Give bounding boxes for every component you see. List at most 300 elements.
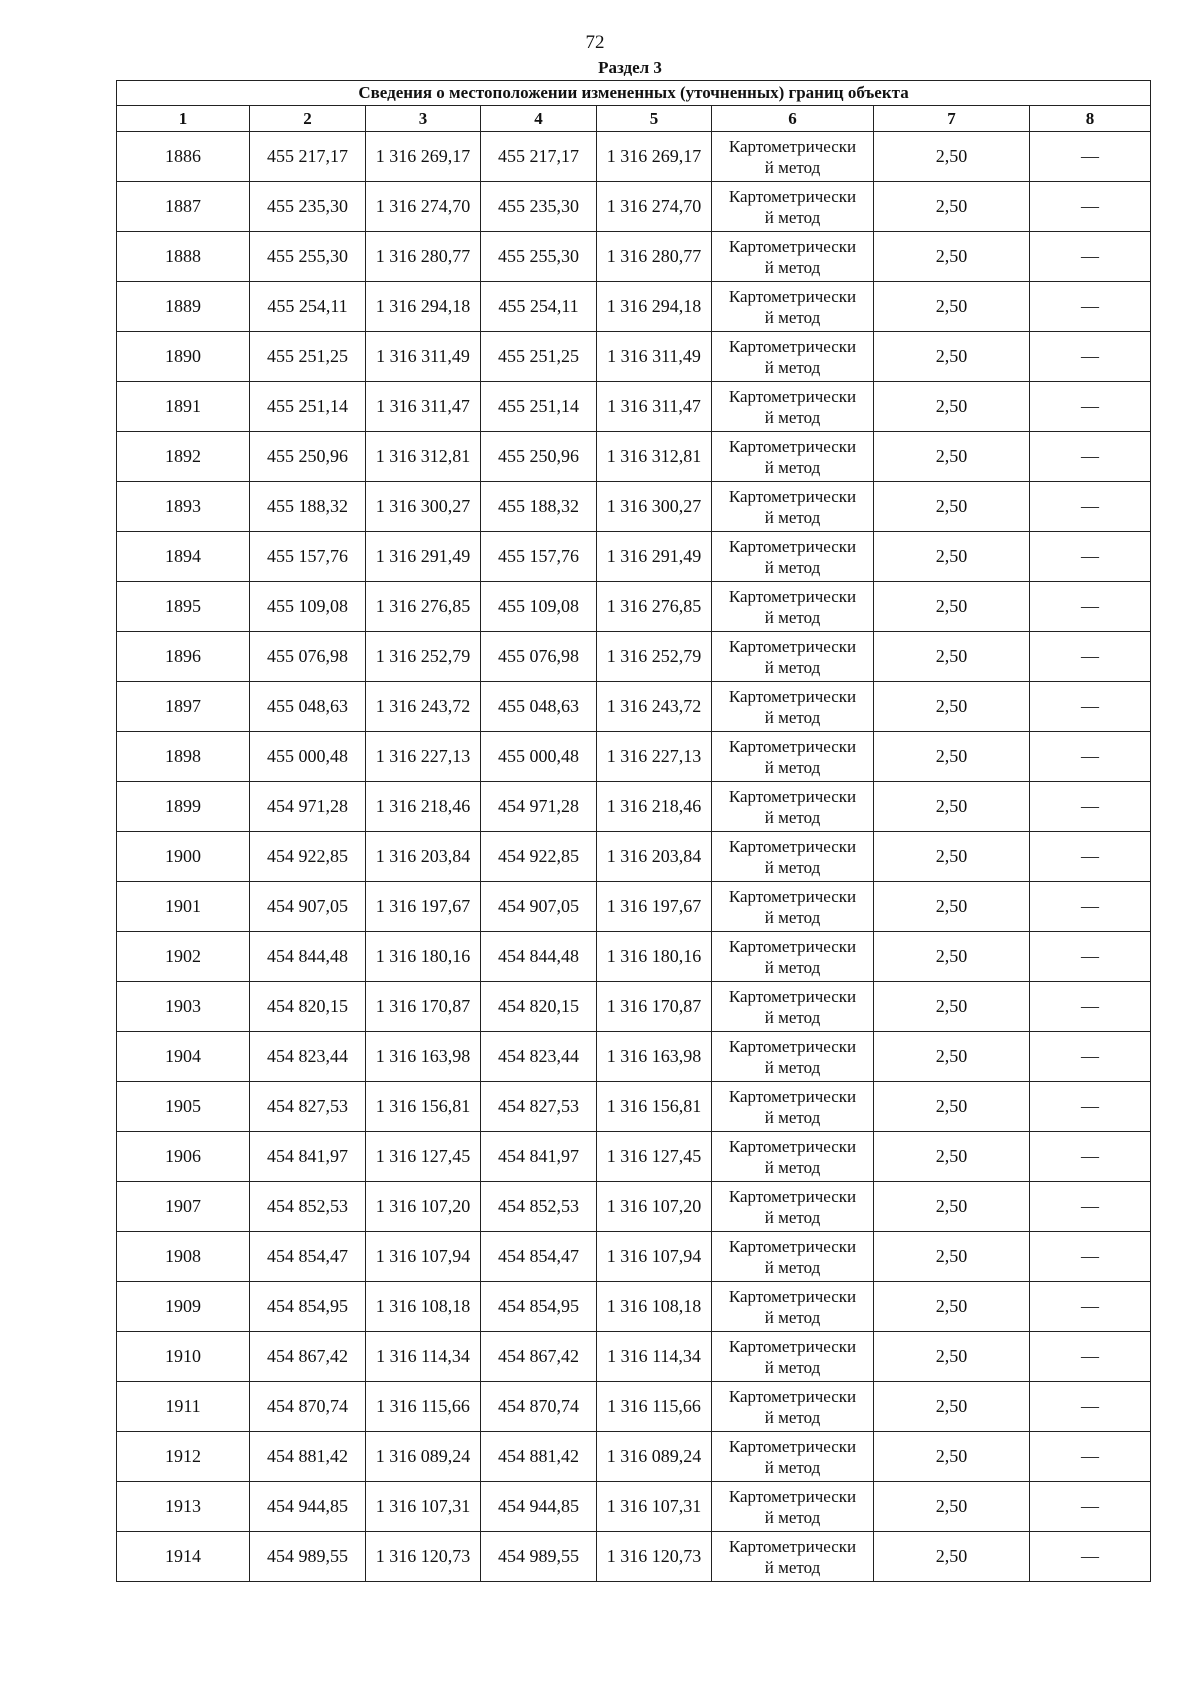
description-cell: — [1030,182,1151,232]
existing-x-cell: 455 157,76 [250,532,366,582]
existing-x-cell: 454 823,44 [250,1032,366,1082]
method-cell [712,1332,874,1382]
accuracy-cell: 2,50 [874,832,1030,882]
description-cell: — [1030,1032,1151,1082]
refined-y-cell: 1 316 294,18 [597,282,712,332]
existing-y-cell: 1 316 269,17 [366,132,481,182]
method-line-1: Картометрически [728,686,857,706]
accuracy-cell: 2,50 [874,382,1030,432]
point-number-cell: 1887 [117,182,250,232]
refined-x-cell: 454 844,48 [481,932,597,982]
refined-y-cell: 1 316 276,85 [597,582,712,632]
accuracy-cell: 2,50 [874,1532,1030,1582]
existing-x-cell: 454 881,42 [250,1432,366,1482]
table-row [117,1282,1151,1332]
description-cell: — [1030,782,1151,832]
method-line-2: й метод [764,457,821,477]
existing-y-cell: 1 316 115,66 [366,1382,481,1432]
existing-x-cell: 454 907,05 [250,882,366,932]
refined-y-cell: 1 316 197,67 [597,882,712,932]
accuracy-cell: 2,50 [874,1332,1030,1382]
method-cell [712,682,874,732]
point-number-cell: 1903 [117,982,250,1032]
accuracy-cell: 2,50 [874,1282,1030,1332]
method-line-2: й метод [764,407,821,427]
method-line-1: Картометрически [728,136,857,156]
accuracy-cell: 2,50 [874,282,1030,332]
refined-x-cell: 454 971,28 [481,782,597,832]
point-number-cell: 1894 [117,532,250,582]
refined-y-cell: 1 316 170,87 [597,982,712,1032]
refined-x-cell: 455 251,14 [481,382,597,432]
description-cell: — [1030,482,1151,532]
refined-x-cell: 455 217,17 [481,132,597,182]
refined-y-cell: 1 316 311,49 [597,332,712,382]
table-row [117,1482,1151,1532]
description-cell: — [1030,432,1151,482]
method-line-2: й метод [764,807,821,827]
method-line-1: Картометрически [728,1236,857,1256]
existing-x-cell: 454 971,28 [250,782,366,832]
method-line-2: й метод [764,1057,821,1077]
existing-y-cell: 1 316 197,67 [366,882,481,932]
point-number-cell: 1912 [117,1432,250,1482]
point-number-cell: 1898 [117,732,250,782]
method-line-1: Картометрически [728,1336,857,1356]
table-row [117,1432,1151,1482]
existing-y-cell: 1 316 227,13 [366,732,481,782]
refined-y-cell: 1 316 269,17 [597,132,712,182]
method-cell [712,882,874,932]
method-cell [712,1132,874,1182]
table-row [117,882,1151,932]
accuracy-cell: 2,50 [874,632,1030,682]
table-row [117,1232,1151,1282]
accuracy-cell: 2,50 [874,932,1030,982]
column-number-header: 4 [481,106,597,132]
refined-x-cell: 455 109,08 [481,582,597,632]
point-number-cell: 1906 [117,1132,250,1182]
method-line-1: Картометрически [728,1186,857,1206]
method-cell [712,132,874,182]
refined-y-cell: 1 316 156,81 [597,1082,712,1132]
accuracy-cell: 2,50 [874,432,1030,482]
point-number-cell: 1889 [117,282,250,332]
description-cell: — [1030,1082,1151,1132]
description-cell: — [1030,1232,1151,1282]
existing-x-cell: 454 922,85 [250,832,366,882]
method-cell [712,1482,874,1532]
table-row [117,1532,1151,1582]
method-line-2: й метод [764,1257,821,1277]
description-cell: — [1030,632,1151,682]
refined-y-cell: 1 316 300,27 [597,482,712,532]
method-line-2: й метод [764,257,821,277]
refined-y-cell: 1 316 107,31 [597,1482,712,1532]
method-line-1: Картометрически [728,386,857,406]
refined-x-cell: 454 820,15 [481,982,597,1032]
method-line-2: й метод [764,557,821,577]
method-cell [712,282,874,332]
table-row [117,182,1151,232]
accuracy-cell: 2,50 [874,482,1030,532]
refined-x-cell: 455 255,30 [481,232,597,282]
existing-y-cell: 1 316 107,94 [366,1232,481,1282]
method-cell [712,182,874,232]
refined-x-cell: 454 907,05 [481,882,597,932]
refined-x-cell: 455 250,96 [481,432,597,482]
table-row [117,432,1151,482]
description-cell: — [1030,132,1151,182]
method-line-2: й метод [764,307,821,327]
method-cell [712,1282,874,1332]
method-cell [712,732,874,782]
refined-x-cell: 454 854,47 [481,1232,597,1282]
refined-x-cell: 454 867,42 [481,1332,597,1382]
description-cell: — [1030,1132,1151,1182]
existing-x-cell: 455 235,30 [250,182,366,232]
existing-x-cell: 454 870,74 [250,1382,366,1432]
method-cell [712,1232,874,1282]
existing-x-cell: 455 254,11 [250,282,366,332]
point-number-cell: 1905 [117,1082,250,1132]
accuracy-cell: 2,50 [874,1232,1030,1282]
existing-y-cell: 1 316 294,18 [366,282,481,332]
method-line-2: й метод [764,1557,821,1577]
existing-y-cell: 1 316 312,81 [366,432,481,482]
refined-y-cell: 1 316 180,16 [597,932,712,982]
existing-x-cell: 454 844,48 [250,932,366,982]
point-number-cell: 1895 [117,582,250,632]
point-number-cell: 1890 [117,332,250,382]
method-line-1: Картометрически [728,586,857,606]
existing-x-cell: 454 841,97 [250,1132,366,1182]
description-cell: — [1030,1382,1151,1432]
method-line-1: Картометрически [728,436,857,456]
method-cell [712,432,874,482]
refined-x-cell: 454 881,42 [481,1432,597,1482]
existing-y-cell: 1 316 163,98 [366,1032,481,1082]
refined-y-cell: 1 316 274,70 [597,182,712,232]
method-line-1: Картометрически [728,1486,857,1506]
method-cell [712,482,874,532]
table-caption: Сведения о местоположении измененных (уточненных) границ объекта [117,81,1151,106]
refined-y-cell: 1 316 107,20 [597,1182,712,1232]
accuracy-cell: 2,50 [874,1482,1030,1532]
accuracy-cell: 2,50 [874,332,1030,382]
existing-y-cell: 1 316 107,20 [366,1182,481,1232]
refined-y-cell: 1 316 243,72 [597,682,712,732]
table-body [117,132,1151,1582]
method-line-1: Картометрически [728,786,857,806]
refined-y-cell: 1 316 252,79 [597,632,712,682]
column-number-header: 2 [250,106,366,132]
existing-x-cell: 454 989,55 [250,1532,366,1582]
table-row [117,382,1151,432]
method-line-1: Картометрически [728,636,857,656]
method-cell [712,532,874,582]
refined-y-cell: 1 316 280,77 [597,232,712,282]
refined-x-cell: 454 989,55 [481,1532,597,1582]
method-line-2: й метод [764,507,821,527]
refined-x-cell: 454 870,74 [481,1382,597,1432]
refined-x-cell: 455 157,76 [481,532,597,582]
existing-y-cell: 1 316 252,79 [366,632,481,682]
method-line-2: й метод [764,657,821,677]
table-row [117,632,1151,682]
existing-y-cell: 1 316 156,81 [366,1082,481,1132]
existing-y-cell: 1 316 107,31 [366,1482,481,1532]
point-number-cell: 1891 [117,382,250,432]
method-line-2: й метод [764,1207,821,1227]
existing-x-cell: 455 250,96 [250,432,366,482]
method-line-1: Картометрически [728,336,857,356]
description-cell: — [1030,1432,1151,1482]
point-number-cell: 1914 [117,1532,250,1582]
point-number-cell: 1910 [117,1332,250,1382]
column-number-header: 3 [366,106,481,132]
refined-x-cell: 455 235,30 [481,182,597,232]
existing-x-cell: 455 255,30 [250,232,366,282]
existing-x-cell: 455 217,17 [250,132,366,182]
method-line-1: Картометрически [728,486,857,506]
description-cell: — [1030,882,1151,932]
description-cell: — [1030,1282,1151,1332]
existing-y-cell: 1 316 203,84 [366,832,481,882]
description-cell: — [1030,582,1151,632]
table-row [117,732,1151,782]
refined-y-cell: 1 316 127,45 [597,1132,712,1182]
accuracy-cell: 2,50 [874,1432,1030,1482]
table-row [117,232,1151,282]
existing-x-cell: 454 944,85 [250,1482,366,1532]
accuracy-cell: 2,50 [874,732,1030,782]
point-number-cell: 1911 [117,1382,250,1432]
method-cell [712,1082,874,1132]
description-cell: — [1030,382,1151,432]
refined-y-cell: 1 316 311,47 [597,382,712,432]
refined-x-cell: 455 251,25 [481,332,597,382]
column-number-header: 5 [597,106,712,132]
accuracy-cell: 2,50 [874,1132,1030,1182]
existing-y-cell: 1 316 311,49 [366,332,481,382]
column-number-header: 8 [1030,106,1151,132]
refined-x-cell: 454 823,44 [481,1032,597,1082]
table-row [117,782,1151,832]
refined-y-cell: 1 316 163,98 [597,1032,712,1082]
existing-x-cell: 455 000,48 [250,732,366,782]
refined-y-cell: 1 316 312,81 [597,432,712,482]
method-line-1: Картометрически [728,986,857,1006]
method-line-2: й метод [764,207,821,227]
existing-y-cell: 1 316 114,34 [366,1332,481,1382]
existing-x-cell: 455 076,98 [250,632,366,682]
table-row [117,1032,1151,1082]
refined-y-cell: 1 316 108,18 [597,1282,712,1332]
description-cell: — [1030,682,1151,732]
accuracy-cell: 2,50 [874,982,1030,1032]
table-row [117,332,1151,382]
existing-y-cell: 1 316 127,45 [366,1132,481,1182]
existing-y-cell: 1 316 218,46 [366,782,481,832]
method-line-1: Картометрически [728,536,857,556]
accuracy-cell: 2,50 [874,682,1030,732]
method-cell [712,832,874,882]
column-number-header: 7 [874,106,1030,132]
point-number-cell: 1888 [117,232,250,282]
point-number-cell: 1897 [117,682,250,732]
point-number-cell: 1886 [117,132,250,182]
point-number-cell: 1907 [117,1182,250,1232]
table-row [117,1132,1151,1182]
accuracy-cell: 2,50 [874,782,1030,832]
method-cell [712,1532,874,1582]
description-cell: — [1030,832,1151,882]
existing-y-cell: 1 316 291,49 [366,532,481,582]
method-line-1: Картометрически [728,1436,857,1456]
point-number-cell: 1913 [117,1482,250,1532]
description-cell: — [1030,982,1151,1032]
existing-x-cell: 454 867,42 [250,1332,366,1382]
table-row [117,1182,1151,1232]
method-cell [712,1182,874,1232]
column-number-header: 1 [117,106,250,132]
method-line-1: Картометрически [728,1386,857,1406]
method-cell [712,232,874,282]
existing-y-cell: 1 316 089,24 [366,1432,481,1482]
existing-x-cell: 454 852,53 [250,1182,366,1232]
table-row [117,932,1151,982]
accuracy-cell: 2,50 [874,882,1030,932]
existing-x-cell: 455 109,08 [250,582,366,632]
method-line-1: Картометрически [728,1536,857,1556]
refined-y-cell: 1 316 227,13 [597,732,712,782]
point-number-cell: 1909 [117,1282,250,1332]
existing-y-cell: 1 316 276,85 [366,582,481,632]
point-number-cell: 1892 [117,432,250,482]
refined-y-cell: 1 316 291,49 [597,532,712,582]
point-number-cell: 1908 [117,1232,250,1282]
refined-y-cell: 1 316 114,34 [597,1332,712,1382]
method-cell [712,1432,874,1482]
method-cell [712,582,874,632]
refined-y-cell: 1 316 203,84 [597,832,712,882]
accuracy-cell: 2,50 [874,582,1030,632]
point-number-cell: 1893 [117,482,250,532]
existing-y-cell: 1 316 108,18 [366,1282,481,1332]
point-number-cell: 1904 [117,1032,250,1082]
refined-x-cell: 455 188,32 [481,482,597,532]
table-row [117,832,1151,882]
method-cell [712,782,874,832]
method-line-1: Картометрически [728,1286,857,1306]
method-line-1: Картометрически [728,1086,857,1106]
table-row [117,682,1151,732]
refined-y-cell: 1 316 218,46 [597,782,712,832]
existing-y-cell: 1 316 274,70 [366,182,481,232]
method-cell [712,1032,874,1082]
description-cell: — [1030,1482,1151,1532]
existing-x-cell: 455 251,14 [250,382,366,432]
method-line-2: й метод [764,757,821,777]
description-cell: — [1030,332,1151,382]
method-line-2: й метод [764,157,821,177]
point-number-cell: 1901 [117,882,250,932]
method-line-1: Картометрически [728,886,857,906]
description-cell: — [1030,932,1151,982]
existing-y-cell: 1 316 170,87 [366,982,481,1032]
method-line-2: й метод [764,357,821,377]
table-row [117,282,1151,332]
point-number-cell: 1900 [117,832,250,882]
accuracy-cell: 2,50 [874,1182,1030,1232]
method-line-2: й метод [764,1357,821,1377]
existing-x-cell: 454 854,47 [250,1232,366,1282]
method-line-2: й метод [764,707,821,727]
method-line-1: Картометрически [728,836,857,856]
method-line-2: й метод [764,857,821,877]
refined-x-cell: 455 000,48 [481,732,597,782]
method-line-1: Картометрически [728,186,857,206]
table-row [117,1382,1151,1432]
existing-x-cell: 455 188,32 [250,482,366,532]
existing-y-cell: 1 316 120,73 [366,1532,481,1582]
description-cell: — [1030,1182,1151,1232]
table-row [117,582,1151,632]
method-line-2: й метод [764,957,821,977]
description-cell: — [1030,532,1151,582]
method-line-1: Картометрически [728,736,857,756]
column-number-header: 6 [712,106,874,132]
refined-x-cell: 454 852,53 [481,1182,597,1232]
page-number: 72 [585,32,605,53]
refined-y-cell: 1 316 115,66 [597,1382,712,1432]
refined-y-cell: 1 316 089,24 [597,1432,712,1482]
method-line-1: Картометрически [728,236,857,256]
description-cell: — [1030,1532,1151,1582]
existing-x-cell: 455 251,25 [250,332,366,382]
method-cell [712,982,874,1032]
refined-x-cell: 455 254,11 [481,282,597,332]
method-line-2: й метод [764,607,821,627]
method-line-2: й метод [764,1507,821,1527]
table-row [117,982,1151,1032]
accuracy-cell: 2,50 [874,1032,1030,1082]
refined-y-cell: 1 316 107,94 [597,1232,712,1282]
refined-x-cell: 454 841,97 [481,1132,597,1182]
accuracy-cell: 2,50 [874,132,1030,182]
existing-y-cell: 1 316 311,47 [366,382,481,432]
table-row [117,1332,1151,1382]
method-cell [712,382,874,432]
table-row [117,1082,1151,1132]
existing-x-cell: 455 048,63 [250,682,366,732]
table-row [117,132,1151,182]
column-number-row [117,106,1151,132]
method-line-2: й метод [764,1457,821,1477]
coordinates-table [116,80,1151,1582]
refined-x-cell: 454 827,53 [481,1082,597,1132]
point-number-cell: 1896 [117,632,250,682]
table-row [117,532,1151,582]
accuracy-cell: 2,50 [874,182,1030,232]
existing-y-cell: 1 316 300,27 [366,482,481,532]
method-cell [712,632,874,682]
method-line-2: й метод [764,1157,821,1177]
refined-x-cell: 455 048,63 [481,682,597,732]
description-cell: — [1030,232,1151,282]
existing-y-cell: 1 316 180,16 [366,932,481,982]
